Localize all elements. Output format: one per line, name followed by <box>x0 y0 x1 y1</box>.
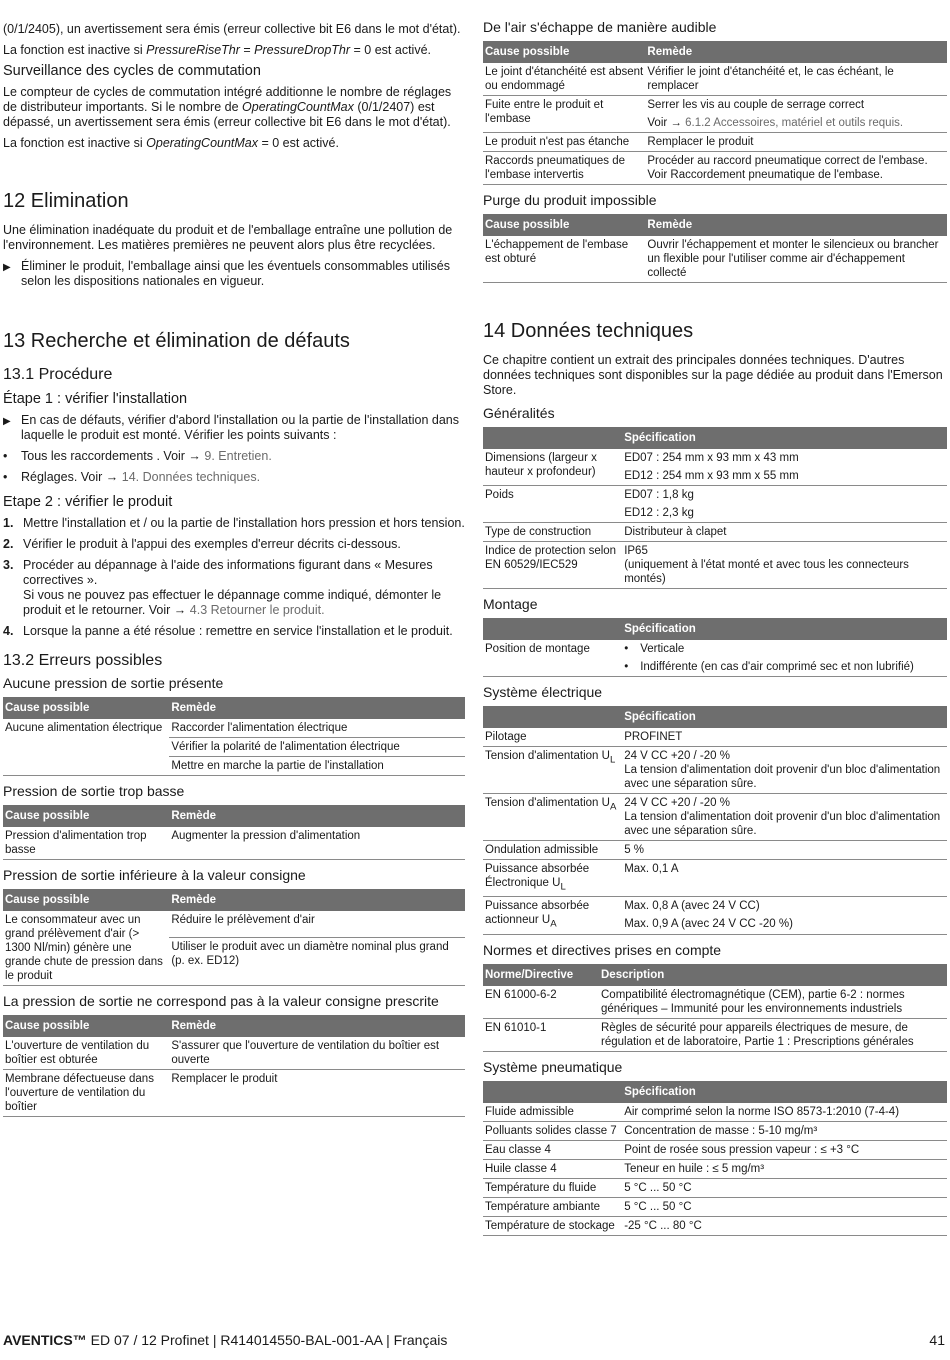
table-row: Polluants solides classe 7 Concentration de masse : 5-10 mg/m³ <box>483 1121 947 1140</box>
table-row: Fuite entre le produit et l'embase Serrer les vis au couple de serrage correct <box>483 96 947 115</box>
table-row: EN 61010-1 Règles de sécurité pour appareils électriques de mesure, de régulation et de laboratoire, Partie 1 : Prescriptions générales <box>483 1018 947 1051</box>
link[interactable]: 14. Données techniques. <box>121 470 261 484</box>
triangle-icon: ▶ <box>3 416 11 427</box>
table-title: Aucune pression de sortie présente <box>3 675 224 691</box>
section-heading: 12 Elimination <box>3 190 129 212</box>
spec-table: Spécification Dimensions (largeur x hauteur x profondeur) ED07 : 254 mm x 93 mm x 43 mm ED12 : 254 mm x 93 mm x 55 mm Poids ED07 : 1,8 kg ED12 : 2,3 kg Type de construction Distributeur à clapet Indice de protection selon EN 60529/IEC529 IP65 (uniquement à l'état monté et avec tous les connecteurs montés) <box>483 427 947 589</box>
spec-table: Spécification Fluide admissible Air comprimé selon la norme ISO 8573-1:2010 (7-4-4) Polluants solides classe 7 Concentration de masse : 5-10 mg/m³ Eau classe 4 Point de rosée sous pression vapeur : ≤ +3 °C Huile classe 4 Teneur en huile : ≤ 5 mg/m³ Température du fluide 5 °C ... 50 °C Température ambiante 5 °C ... 50 °C Température de stockage -25 °C ... 80 °C <box>483 1081 947 1236</box>
numbered-item: 4. Lorsque la panne a été résolue : remettre en service l'installation et le produit. <box>3 624 453 638</box>
action-item: ▶ Éliminer le produit, l'emballage ainsi que les éventuels consommables utilisés selon les dispositions nationales en vigueur. <box>3 259 450 288</box>
table-title: Généralités <box>483 405 555 421</box>
brand: AVENTICS™ <box>3 1332 87 1348</box>
table-title: Montage <box>483 596 538 612</box>
table-row: • Indifférente (en cas d'air comprimé sec et non lubrifié) <box>483 658 947 677</box>
right-column <box>483 0 947 1244</box>
table-row: Voir → 6.1.2 Accessoires, matériel et outils requis. <box>483 114 947 133</box>
bullet-item: • Réglages. Voir → 14. Données techniques. <box>3 470 261 484</box>
table-title: Système pneumatique <box>483 1058 623 1075</box>
numbered-item: 2. Vérifier le produit à l'appui des exemples d'erreur décrits ci-dessous. <box>3 537 401 551</box>
spec-table: Spécification Pilotage PROFINET Tension d'alimentation $U_L$ 24 V CC +20 / -20 % La tension d'alimentation doit provenir d'un bloc d'alimentation avec une séparation sûre. Tension d'alimentation $U_A$ 24 V CC +20 / -20 % La tension d'alimentation doit provenir d'un bloc d'alimentation avec une séparation sûre. Ondulation admissible 5 % Puissance absorbée Électronique $U_L$ Max. 0,1 A Puissance absorbée actionneur $U_A$ Max. 0,8 A (avec 24 V CC) Max. 0,9 A (avec 24 V CC -20 %) <box>483 706 947 935</box>
error-table: Cause possible Remède Aucune alimentation électrique Raccorder l'alimentation électrique Vérifier la polarité de l'alimentation électrique Mettre en marche la partie de l'installation <box>3 697 465 776</box>
table-row: Poids ED07 : 1,8 kg <box>483 486 947 505</box>
subsection-heading: 13.2 Erreurs possibles <box>3 652 163 669</box>
table-title: De l'air s'échappe de manière audible <box>483 19 717 35</box>
step-heading: Étape 1 : vérifier l'installation <box>3 391 188 407</box>
section-heading: 13 Recherche et élimination de défauts <box>3 330 350 352</box>
action-item: ▶ En cas de défauts, vérifier d'abord l'installation ou la partie de l'installation dans laquelle le produit est monté. Vérifier les points suivants : <box>3 413 459 442</box>
table-row: Ondulation admissible 5 % <box>483 841 947 860</box>
error-table: Cause possible Remède L'ouverture de ventilation du boîtier est obturée S'assurer que l'ouverture de ventilation du boîtier est ouverte Membrane défectueuse dans l'ouverture de ventilation du boîtier Remplacer le produit <box>3 1015 465 1117</box>
table-row: ED12 : 2,3 kg <box>483 504 947 523</box>
table-row: Indice de protection selon EN 60529/IEC529 IP65 (uniquement à l'état monté et avec tous les connecteurs montés) <box>483 542 947 589</box>
table-row: Utiliser le produit avec un diamètre nominal plus grand (p. ex. ED12) <box>3 938 465 986</box>
table-row: Membrane défectueuse dans l'ouverture de ventilation du boîtier Remplacer le produit <box>3 1070 465 1117</box>
norms-table: Norme/Directive Description EN 61000-6-2 Compatibilité électromagnétique (CEM), partie 6-2 : normes génériques – Immunité pour les environnements industriels EN 61010-1 Règles de sécurité pour appareils électriques de mesure, de régulation et de laboratoire, Partie 1 : Prescriptions générales <box>483 964 947 1052</box>
table-row: Eau classe 4 Point de rosée sous pression vapeur : ≤ +3 °C <box>483 1140 947 1159</box>
link[interactable]: 9. Entretien. <box>204 449 272 463</box>
error-table: Cause possible Remède Le consommateur avec un grand prélèvement d'air (> 1300 Nl/min) génère une grande chute de pression dans le produit Réduire le prélèvement d'air Utiliser le produit avec un diamètre nominal plus grand (p. ex. ED12) <box>3 889 465 986</box>
section-heading: 14 Données techniques <box>483 320 694 342</box>
table-row: Vérifier la polarité de l'alimentation électrique <box>3 738 465 757</box>
table-row: Température du fluide 5 °C ... 50 °C <box>483 1178 947 1197</box>
left-column <box>3 0 465 1125</box>
table-row: Puissance absorbée actionneur $U_A$ Max. 0,8 A (avec 24 V CC) <box>483 897 947 916</box>
error-table: Cause possible Remède Le joint d'étanchéité est absent ou endommagé Vérifier le joint d'étanchéité et, le cas échéant, le remplacer Fuite entre le produit et l'embase Serrer les vis au couple de serrage correct Voir → 6.1.2 Accessoires, matériel et outils requis. Le produit n'est pas étanche Remplacer le produit Raccords pneumatiques de l'embase intervertis Procéder au raccord pneumatique correct de l'embase. Voir Raccordement pneumatique de l'embase. <box>483 41 947 185</box>
table-row: Huile classe 4 Teneur en huile : ≤ 5 mg/m³ <box>483 1159 947 1178</box>
table-row: Fluide admissible Air comprimé selon la norme ISO 8573-1:2010 (7-4-4) <box>483 1103 947 1122</box>
table-row: Tension d'alimentation $U_L$ 24 V CC +20 / -20 % La tension d'alimentation doit provenir d'un bloc d'alimentation avec une séparation sûre. <box>483 747 947 794</box>
table-title: Pression de sortie trop basse <box>3 783 185 799</box>
triangle-icon: ▶ <box>3 262 11 273</box>
footer-text: ED 07 / 12 Profinet | R414014550-BAL-001-AA | Français <box>86 1332 448 1348</box>
table-row: Aucune alimentation électrique Raccorder l'alimentation électrique <box>3 719 465 738</box>
table-row: Raccords pneumatiques de l'embase intervertis Procéder au raccord pneumatique correct de l'embase. Voir Raccordement pneumatique de l'embase. <box>483 152 947 185</box>
paragraph: Le compteur de cycles de commutation intégré additionne le nombre de réglages de distributeur importants. Si le nombre de OperatingCountMax (0/1/2407) est dépassé, un avertissement sera émis (erreur collective bit E6 dans le mot d'état). <box>3 85 452 129</box>
table-row: EN 61000-6-2 Compatibilité électromagnétique (CEM), partie 6-2 : normes génériques – Immunité pour les environnements industriels <box>483 986 947 1019</box>
page-footer <box>3 1333 945 1348</box>
table-row: Pilotage PROFINET <box>483 728 947 747</box>
table-row: L'ouverture de ventilation du boîtier est obturée S'assurer que l'ouverture de ventilation du boîtier est ouverte <box>3 1037 465 1070</box>
table-row: Température ambiante 5 °C ... 50 °C <box>483 1197 947 1216</box>
table-row: Position de montage • Verticale <box>483 640 947 658</box>
link[interactable]: 6.1.2 Accessoires, matériel et outils requis. <box>685 117 904 129</box>
paragraph: Ce chapitre contient un extrait des principales données techniques. D'autres données techniques sont disponibles sur la page dédiée au produit dans l'Emerson Store. <box>483 353 943 397</box>
table-title: Normes et directives prises en compte <box>483 941 722 958</box>
subheading: Surveillance des cycles de commutation <box>3 63 261 79</box>
table-row: Le consommateur avec un grand prélèvement d'air (> 1300 Nl/min) génère une grande chute de pression dans le produit Réduire le prélèvement d'air <box>3 911 465 938</box>
table-row: Température de stockage -25 °C ... 80 °C <box>483 1216 947 1235</box>
numbered-item: 3. Procéder au dépannage à l'aide des informations figurant dans « Mesures correctives ». Si vous ne pouvez pas effectuer le dépannage comme indiqué, démonter le produit et le retourner. Voir → 4.3 Retourner le produit. <box>3 558 442 617</box>
table-row: Le produit n'est pas étanche Remplacer le produit <box>483 133 947 152</box>
table-title: Pression de sortie inférieure à la valeur consigne <box>3 867 306 883</box>
page-number: 41 <box>929 1332 945 1348</box>
table-row: Puissance absorbée Électronique $U_L$ Max. 0,1 A <box>483 860 947 897</box>
paragraph: Une élimination inadéquate du produit et de l'emballage entraîne une pollution de l'environnement. Les matières premières ne peuvent alors plus être recyclées. <box>3 223 453 252</box>
table-row: L'échappement de l'embase est obturé Ouvrir l'échappement et monter le silencieux ou brancher un flexible pour l'utiliser comme air d'échappement collecté <box>483 236 947 283</box>
error-table: Cause possible Remède Pression d'alimentation trop basse Augmenter la pression d'alimentation <box>3 805 465 860</box>
error-table: Cause possible Remède L'échappement de l'embase est obturé Ouvrir l'échappement et monter le silencieux ou brancher un flexible pour l'utiliser comme air d'échappement collecté <box>483 214 947 283</box>
table-row: Type de construction Distributeur à clapet <box>483 523 947 542</box>
table-row: Pression d'alimentation trop basse Augmenter la pression d'alimentation <box>3 827 465 860</box>
link[interactable]: 4.3 Retourner le produit. <box>189 603 325 617</box>
step-heading: Etape 2 : vérifier le produit <box>3 494 173 510</box>
paragraph: La fonction est inactive si PressureRiseThr = PressureDropThr = 0 est activé. <box>3 43 431 57</box>
numbered-item: 1. Mettre l'installation et / ou la partie de l'installation hors pression et hors tension. <box>3 516 465 530</box>
subsection-heading: 13.1 Procédure <box>3 366 113 383</box>
paragraph: La fonction est inactive si OperatingCountMax = 0 est activé. <box>3 136 339 150</box>
bullet-item: • Tous les raccordements . Voir → 9. Entretien. <box>3 449 272 463</box>
table-title: Système électrique <box>483 684 603 700</box>
table-row: ED12 : 254 mm x 93 mm x 55 mm <box>483 467 947 486</box>
table-row: Mettre en marche la partie de l'installation <box>3 757 465 776</box>
table-title: Purge du produit impossible <box>483 192 657 208</box>
table-title: La pression de sortie ne correspond pas à la valeur consigne prescrite <box>3 993 439 1009</box>
table-row: Max. 0,9 A (avec 24 V CC -20 %) <box>483 915 947 934</box>
table-row: Le joint d'étanchéité est absent ou endommagé Vérifier le joint d'étanchéité et, le cas échéant, le remplacer <box>483 63 947 96</box>
paragraph: (0/1/2405), un avertissement sera émis (erreur collective bit E6 dans le mot d'état). <box>3 22 461 36</box>
table-row: Dimensions (largeur x hauteur x profondeur) ED07 : 254 mm x 93 mm x 43 mm <box>483 449 947 467</box>
table-row: Tension d'alimentation $U_A$ 24 V CC +20 / -20 % La tension d'alimentation doit provenir d'un bloc d'alimentation avec une séparation sûre. <box>483 794 947 841</box>
spec-table: Spécification Position de montage • Verticale • Indifférente (en cas d'air comprimé sec et non lubrifié) <box>483 618 947 677</box>
